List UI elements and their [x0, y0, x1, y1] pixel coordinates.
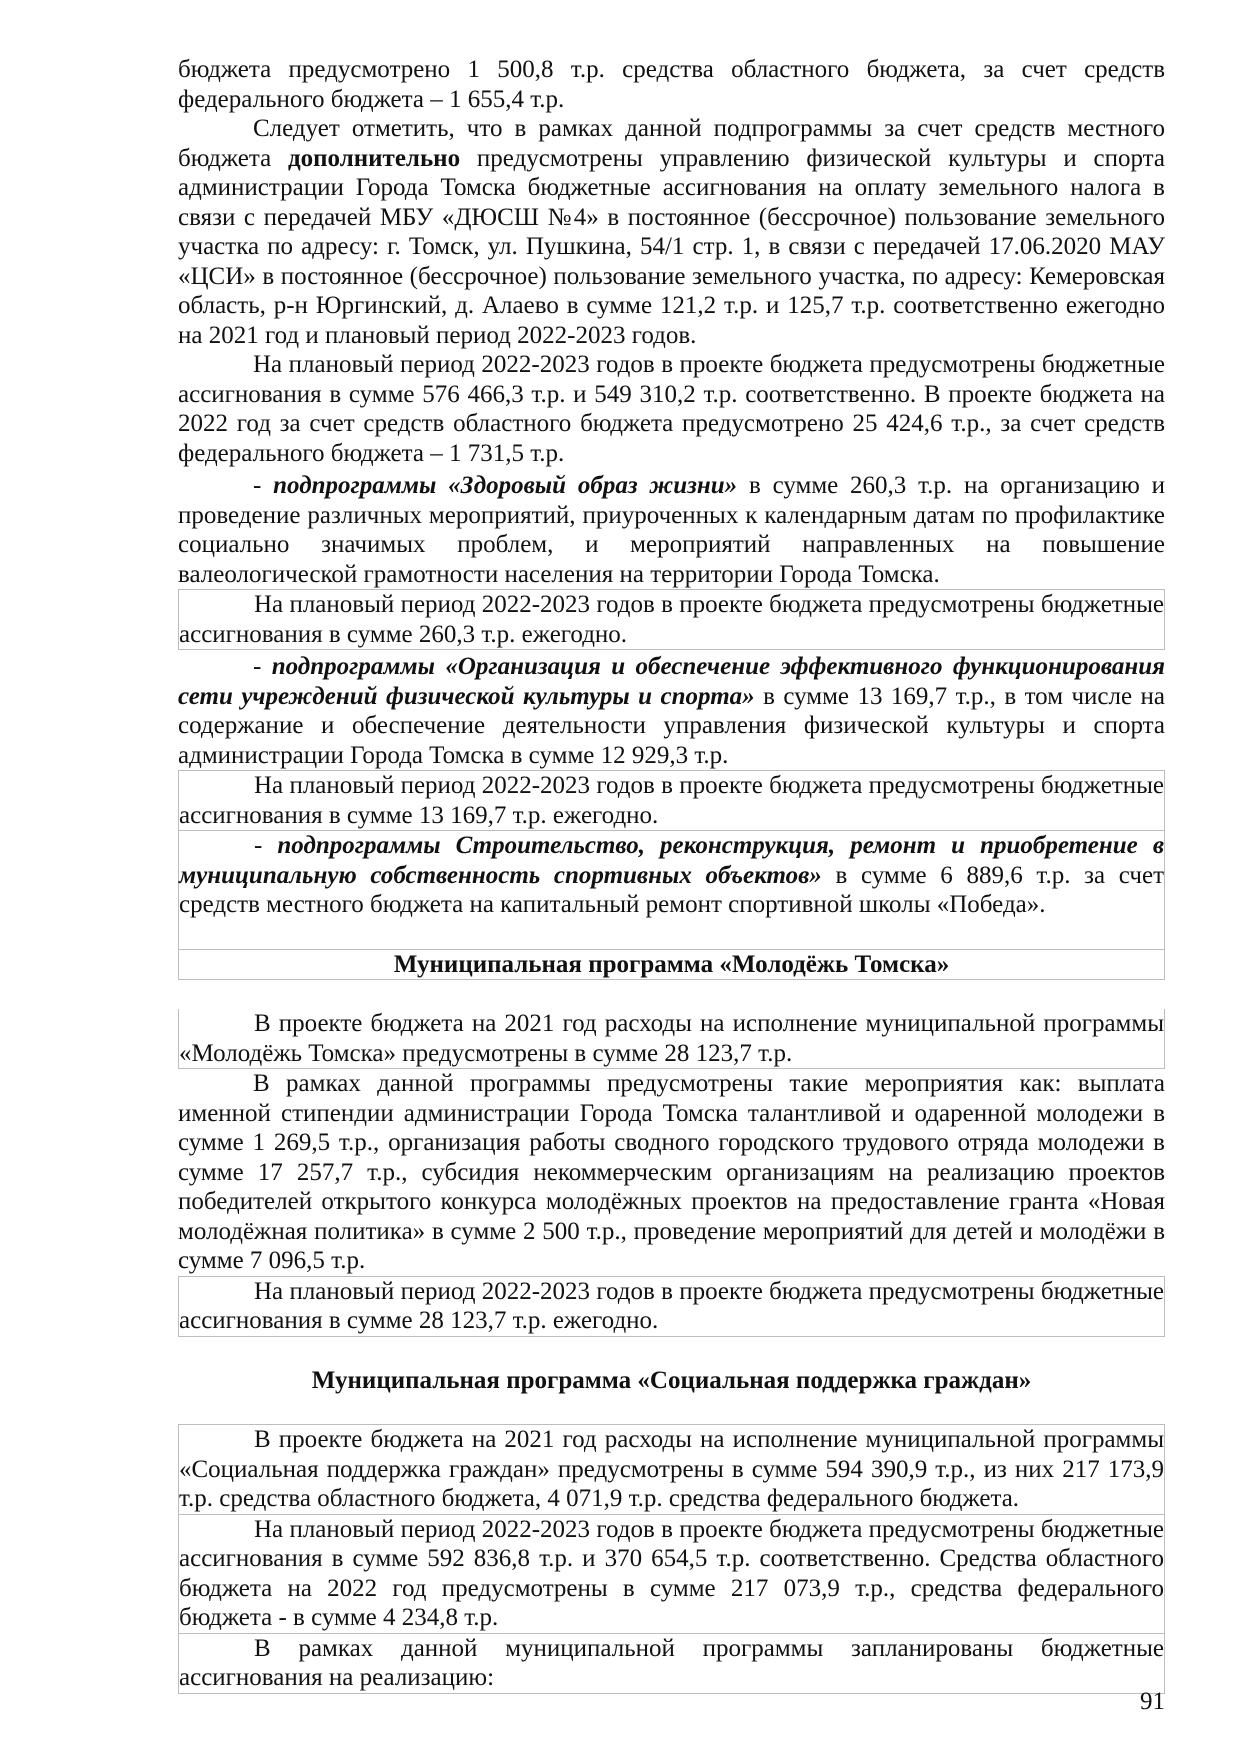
social-program-paragraph: В проекте бюджета на 2021 год расходы на исполнение муниципальной программы «Социальная поддержка граждан» предусмотрены в сумме 594 390,9 т.р., из них 217 173,9 т.р. средства областного бюджета, 4 071,9 т.р. средства федерального бюджета. — [179, 1426, 1164, 1512]
subprogram-title: подпрограммы «Организация и обеспечение эффективного функционирования сети учреждений физической культуры и спорта» — [178, 653, 1165, 710]
paragraph-2-text-a: Следует отметить, что в рамках данной подпрограммы за счет средств местного бюджета — [178, 115, 1165, 172]
planned-period-paragraph: На плановый период 2022-2023 годов в проекте бюджета предусмотрены бюджетные ассигнования в сумме 13 169,7 т.р. ежегодно. — [178, 770, 1165, 831]
planned-period-paragraph: На плановый период 2022-2023 годов в проекте бюджета предусмотрены бюджетные ассигнования в сумме 260,3 т.р. ежегодно. — [178, 589, 1165, 650]
allocations-paragraph: В рамках данной муниципальной программы запланированы бюджетные ассигнования на реализацию: — [179, 1634, 1164, 1691]
subprogram-sports-institutions — [178, 652, 1165, 770]
subprogram-title: подпрограммы «Здоровый образ жизни» — [273, 472, 738, 499]
section-heading-social-support: Муниципальная программа «Социальная поддержка граждан» — [311, 1366, 1032, 1394]
youth-activities-paragraph: В рамках данной программы предусмотрены такие мероприятия как: выплата именной стипендии администрации Города Томска талантливой и одаренной молодежи в сумме 1 269,5 т.р., организация работы сводного городского трудового отряда молодежи в сумме 17 257,7 т.р., субсидия некоммерческим организациям на реализацию проектов победителей открытого конкурса молодёжных проектов на предоставление гранта «Новая молодёжная политика» в сумме 2 500 т.р., проведение мероприятий для детей и молодёжи в сумме 7 096,5 т.р. — [178, 1070, 1165, 1274]
subprogram-dash: - — [254, 832, 278, 859]
social-support-box — [178, 1424, 1165, 1694]
paragraph-3: На плановый период 2022-2023 годов в проекте бюджета предусмотрены бюджетные ассигнования в сумме 576 466,3 т.р. и 549 310,2 т.р. соответственно. В проекте бюджета на 2022 год за счет средств областного бюджета предусмотрено 25 424,6 т.р., за счет средств федерального бюджета – 1 731,5 т.р. — [178, 351, 1165, 467]
subprogram-title: подпрограммы Строительство, реконструкция, ремонт и приобретение в муниципальную собственность спортивных объектов» — [179, 832, 1164, 889]
planned-period-paragraph: На плановый период 2022-2023 годов в проекте бюджета предусмотрены бюджетные ассигнования в сумме 592 836,8 т.р. и 370 654,5 т.р. соответственно. Средства областного бюджета на 2022 год предусмотрены в сумме 217 073,9 т.р., средства федерального бюджета - в сумме 4 234,8 т.р. — [179, 1515, 1164, 1631]
planned-period-paragraph: На плановый период 2022-2023 годов в проекте бюджета предусмотрены бюджетные ассигнования в сумме 28 123,7 т.р. ежегодно. — [178, 1276, 1165, 1337]
subprogram-dash: - — [253, 653, 272, 680]
subprogram-dash: - — [253, 472, 274, 499]
subprogram-construction — [179, 831, 1164, 920]
youth-program-paragraph: В проекте бюджета на 2021 год расходы на исполнение муниципальной программы «Молодёжь Томска» предусмотрены в сумме 28 123,7 т.р. — [178, 1009, 1165, 1069]
subprogram-construction-box — [178, 831, 1165, 949]
paragraph-2 — [178, 114, 1165, 350]
subprogram-healthy-lifestyle — [178, 471, 1165, 589]
subprogram-text: в сумме 260,3 т.р. на организацию и проведение различных мероприятий, приуроченных к календарным датам по профилактике социально значимых проблем, и мероприятий направленных на повышение валеологической грамотности населения на территории Города Томска. — [178, 472, 1165, 588]
paragraph-1: бюджета предусмотрено 1 500,8 т.р. средства областного бюджета, за счет средств федерального бюджета – 1 655,4 т.р. — [178, 56, 1165, 113]
paragraph-2-text-b: предусмотрены управлению физической культуры и спорта администрации Города Томска бюджетные ассигнования на оплату земельного налога в связи с передачей МБУ «ДЮСШ №4» в постоянное (бессрочное) пользование земельного участка по адресу: г. Томск, ул. Пушкина, 54/1 стр. 1, в связи с передачей 17.06.2020 МАУ «ЦСИ» в постоянное (бессрочное) пользование земельного участка, по адресу: Кемеровская область, р-н Юргинский, д. Алаево в сумме 121,2 т.р. и 125,7 т.р. соответственно ежегодно на 2021 год и плановый период 2022-2023 годов. — [178, 144, 1166, 349]
subprogram-text: в сумме 6 889,6 т.р. за счет средств местного бюджета на капитальный ремонт спортивной школы «Победа». — [179, 861, 1164, 918]
document-page — [178, 55, 1165, 1694]
section-heading-youth: Муниципальная программа «Молодёжь Томска» — [178, 949, 1165, 981]
page-number: 91 — [1140, 1688, 1165, 1715]
emphasis-dopolnitelno: дополнительно — [288, 144, 461, 172]
subprogram-text: в сумме 13 169,7 т.р., в том числе на содержание и обеспечение деятельности управления физической культуры и спорта администрации Города Томска в сумме 12 929,3 т.р. — [178, 682, 1165, 769]
